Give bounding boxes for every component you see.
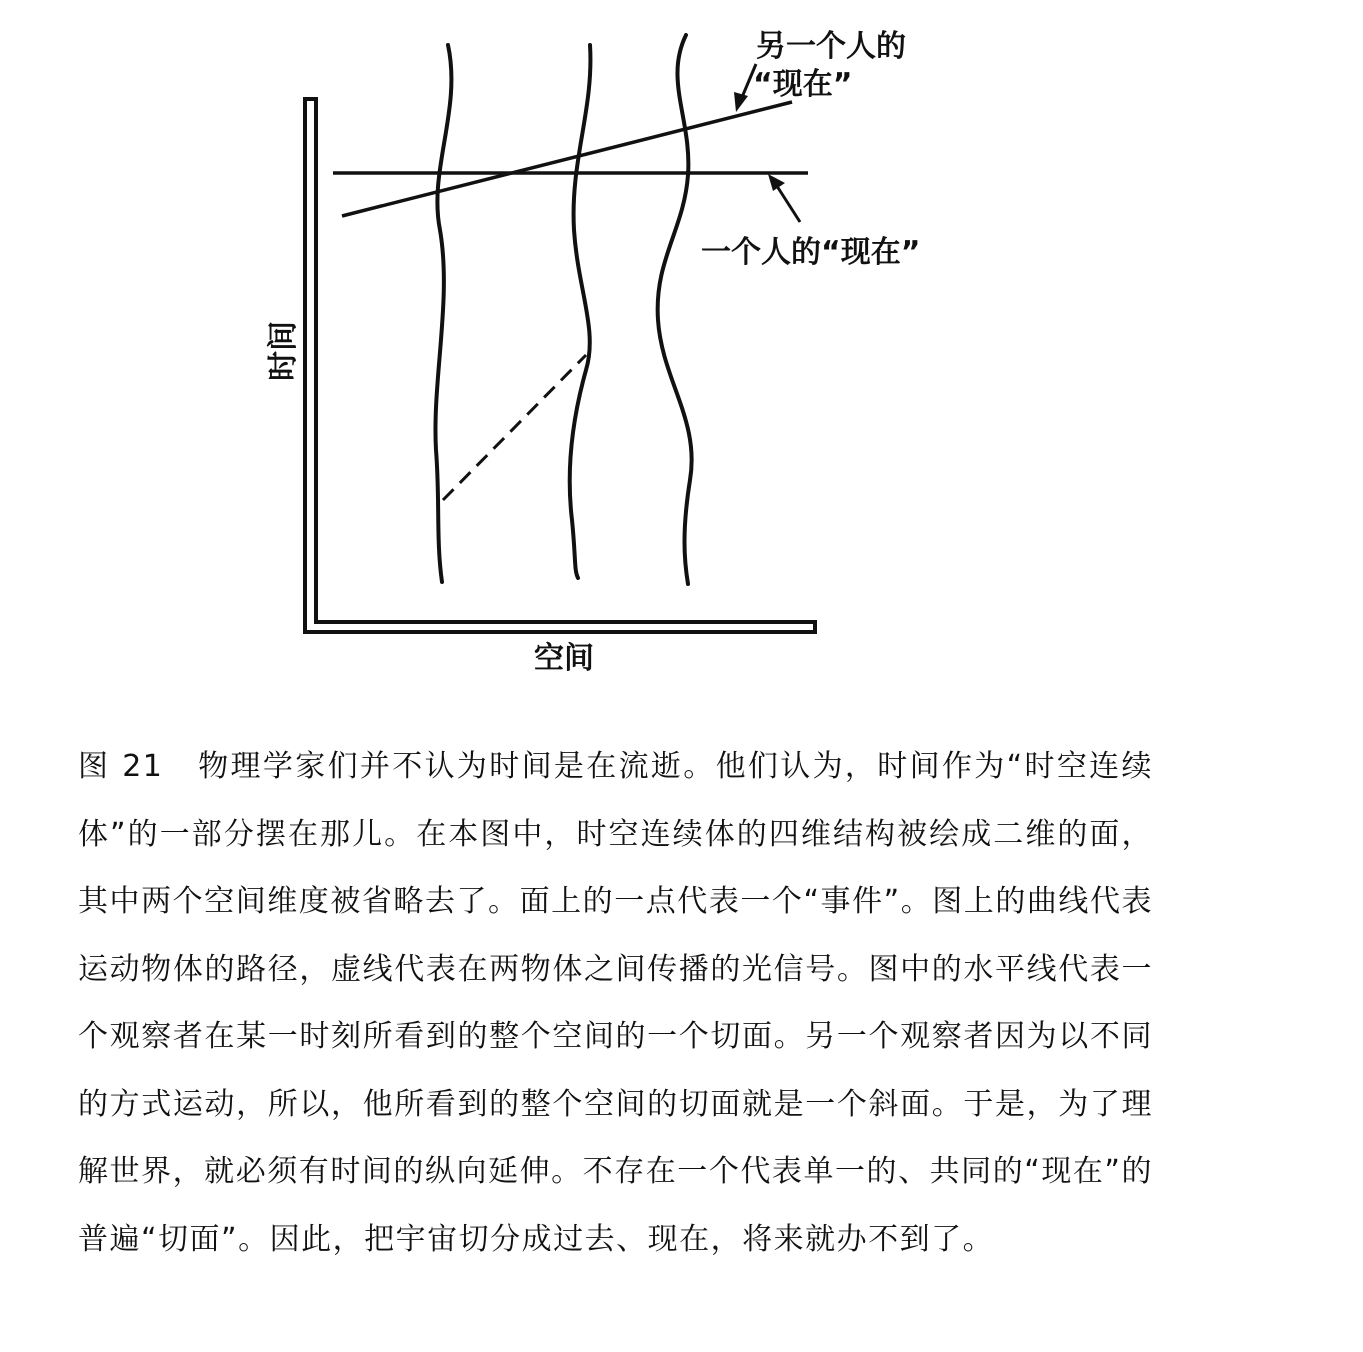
label-one-now: 一个人的“现在” <box>701 235 921 270</box>
label-other-now-line2: “现在” <box>753 67 853 102</box>
worldline-left <box>435 45 451 582</box>
light-signal-dashed <box>443 355 586 500</box>
arrowhead-tilted-line <box>734 92 748 112</box>
caption-text: 物理学家们并不认为时间是在流逝。他们认为，时间作为“时空连续体”的一部分摆在那儿。在本图中，时空连续体的四维结构被绘成二维的面，其中两个空间维度被省略去了。面上的一点代表一个“事件”。图上的曲线代表运动物体的路径，虚线代表在两物体之间传播的光信号。图中的水平线代表一个观察者在某一时刻所看到的整个空间的一个切面。另一个观察者因为以不同的方式运动，所以，他所看到的整个空间的切面就是一个斜面。于是，为了理解世界，就必须有时间的纵向延伸。不存在一个代表单一的、共同的“现在”的普遍“切面”。因此，把宇宙切分成过去、现在，将来就办不到了。 <box>78 749 1153 1257</box>
figure-caption <box>78 733 1153 1273</box>
tilted-now-line <box>342 102 792 216</box>
worldline-middle <box>570 45 591 578</box>
arrow-to-horizontal-line <box>775 183 800 222</box>
figure-number: 图 21 <box>78 749 164 784</box>
axis-label-space: 空间 <box>534 641 594 676</box>
axes-frame <box>305 99 815 632</box>
axis-label-time: 时间 <box>266 321 301 381</box>
worldline-right <box>658 35 692 584</box>
arrowhead-horizontal-line <box>768 174 785 191</box>
label-other-now-line1: 另一个人的 <box>756 29 906 64</box>
